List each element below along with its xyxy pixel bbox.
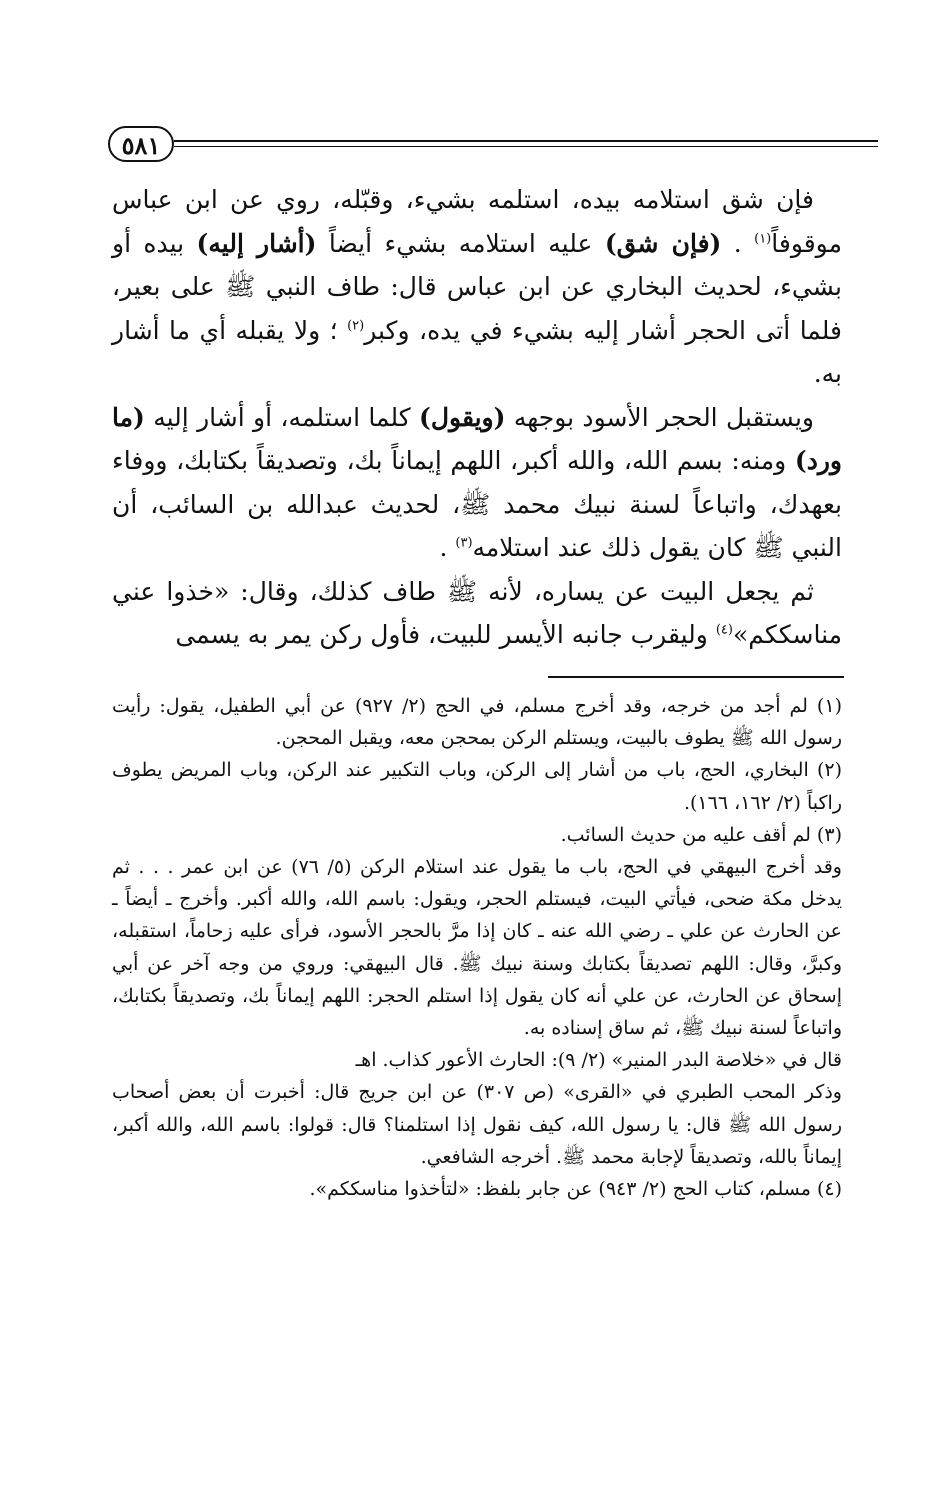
- bold-term: (فإن شق): [604, 228, 722, 258]
- footnote-ref-2: (٢): [347, 318, 365, 334]
- text-span: ومنه: بسم الله، والله أكبر، اللهم إيماناً بك، وتصديقاً بكتابك، ووفاء بعهدك، واتباعاً لسنة نبيك محمد ﷺ، لحديث عبدالله بن السائب، أن النبي ﷺ كان يقول ذلك عند استلامه: [112, 446, 842, 562]
- footnote-ref-1: (١): [754, 231, 772, 247]
- text-span: فإن شق استلامه بيده، استلمه بشيء، وقبّله، روي عن ابن عباس موقوفاً: [112, 185, 842, 258]
- text-span: .: [439, 533, 456, 562]
- bold-term: (أشار إليه): [196, 228, 317, 258]
- text-span: ثم يجعل البيت عن يساره، لأنه ﷺ طاف كذلك، وقال: «خذوا عني مناسككم»: [112, 576, 842, 649]
- text-span: ويستقبل الحجر الأسود بوجهه: [505, 402, 814, 432]
- footnote-3: (٣) لم أقف عليه من حديث السائب.: [560, 823, 842, 846]
- text-span: عليه استلامه بشيء أيضاً: [316, 228, 605, 258]
- footnote-3-note: وذكر المحب الطبري في «القرى» (ص ٣٠٧) عن ابن جريج قال: أخبرت أن بعض أصحاب رسول الله ﷺ قال: يا رسول الله، كيف نقول إذا استلمنا؟ قال: قولوا: باسم الله، والله أكبر، إيماناً بالله، وتصديقاً لإجابة محمد ﷺ. أخرجه الشافعي.: [112, 1081, 842, 1168]
- bold-term: (ويقول): [419, 402, 506, 432]
- text-span: بيده أو بشيء، لحديث البخاري عن ابن عباس قال: طاف النبي ﷺ على بعير، فلما أتى الحجر أشار إليه بشيء في يده، وكبر: [112, 228, 842, 345]
- main-text: [112, 178, 842, 657]
- footnote-3-detail: وقد أخرج البيهقي في الحج، باب ما يقول عند استلام الركن (٥/ ٧٦) عن ابن عمر . . . ثم يدخل مكة ضحى، فيأتي البيت، فيستلم الحجر، ويقول: باسم الله، والله أكبر. وأخرج ـ أيضاً ـ عن الحارث عن علي ـ رضي الله عنه ـ كان إذا مرَّ بالحجر الأسود، فرأى عليه زحاماً، استقبله، وكبرَّ، وقال: اللهم تصديقاً بكتابك وسنة نبيك ﷺ. قال البيهقي: وروي من وجه آخر عن أبي إسحاق عن الحارث، عن علي أنه كان يقول إذا استلم الحجر: اللهم إيماناً بك، وتصديقاً بكتابك، واتباعاً لسنة نبيك ﷺ، ثم ساق إسناده به.: [112, 856, 842, 1040]
- page-number: ٥٨١: [108, 126, 174, 162]
- footnote-separator: [548, 676, 844, 678]
- main-paragraph-1: [112, 178, 842, 396]
- footnotes: [112, 690, 842, 1205]
- text-span: كلما استلمه، أو أشار إليه: [144, 402, 420, 432]
- footnote-3-quote: قال في «خلاصة البدر المنير» (٢/ ٩): الحارث الأعور كذاب. اهـ: [355, 1049, 842, 1072]
- footnote-ref-4: (٤): [715, 622, 733, 638]
- header-rule-thin: [174, 146, 878, 147]
- page-header: [108, 126, 878, 166]
- footnote-4: (٤) مسلم، كتاب الحج (٢/ ٩٤٣) عن جابر بلفظ: «لتأخذوا مناسككم».: [309, 1178, 842, 1201]
- footnote-1: (١) لم أجد من خرجه، وقد أخرج مسلم، في الحج (٢/ ٩٢٧) عن أبي الطفيل، يقول: رأيت رسول الله ﷺ يطوف بالبيت، ويستلم الركن بمحجن معه، ويقبل المحجن.: [112, 695, 842, 750]
- footnote-2: (٢) البخاري، الحج، باب من أشار إلى الركن، وباب التكبير عند الركن، وباب المريض يطوف راكباً (٢/ ١٦٢، ١٦٦).: [112, 759, 842, 814]
- text-span: ؛ ولا يقبله أي ما أشار به.: [112, 315, 842, 388]
- text-span: .: [721, 228, 755, 258]
- main-paragraph-3: [112, 570, 842, 657]
- footnote-ref-3: (٣): [455, 535, 473, 551]
- header-rule: [174, 140, 878, 142]
- text-span: وليقرب جانبه الأيسر للبيت، فأول ركن يمر به يسمى: [175, 620, 716, 649]
- bold-term: (ما ورد): [112, 402, 842, 475]
- main-paragraph-2: [112, 396, 842, 570]
